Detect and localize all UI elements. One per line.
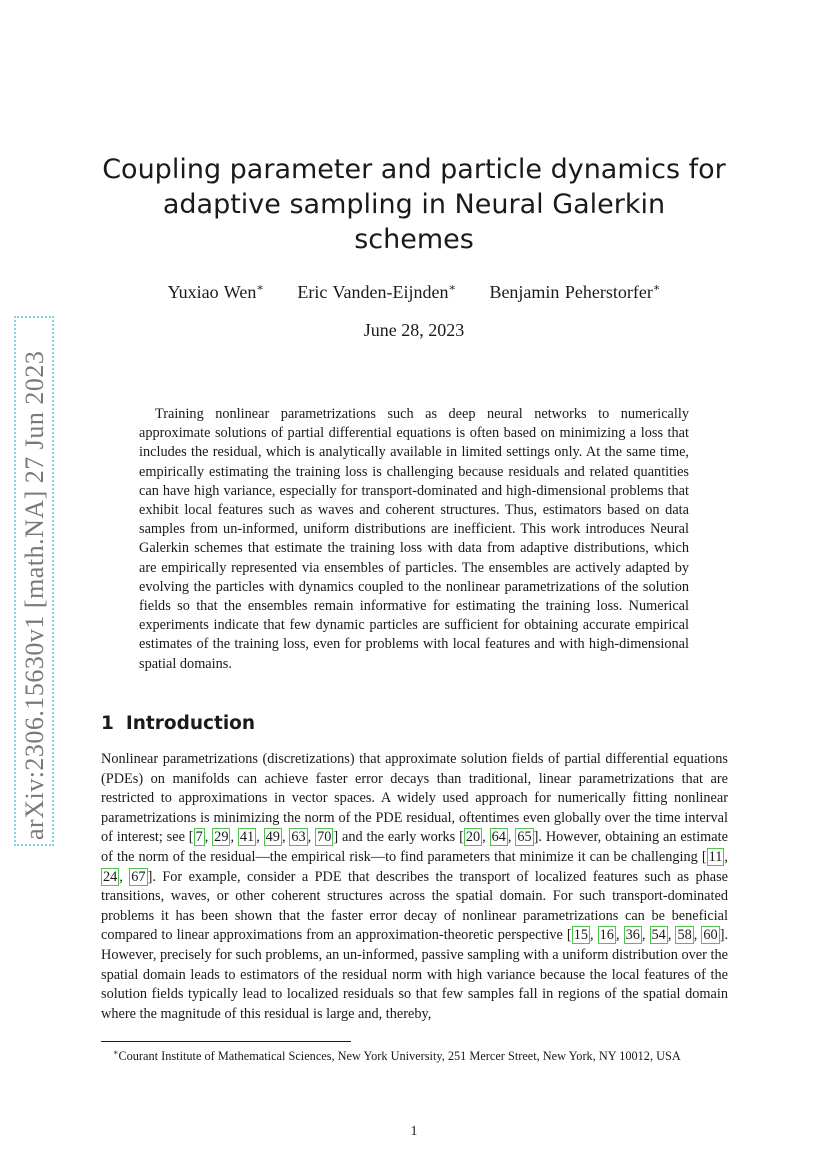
arxiv-identifier[interactable]: arXiv:2306.15630v1 [math.NA] 27 Jun 2023: [20, 350, 49, 840]
abstract: Training nonlinear parametrizations such as deep neural networks to numerically approximate solutions of partial differential equations is often based on minimizing a loss that includes the residual, which is analytically available in limited settings only. At the same time, empirically estimating the training loss is challenging because residuals and related quantities can have high variance, especially for transport-dominated and high-dimensional problems that exhibit local features such as waves and coherent structures. Thus, estimators based on data samples from un-informed, uniform distributions are inefficient. This work introduces Neural Galerkin schemes that estimate the training loss with data from adaptive distributions, which are empirically represented via ensembles of particles. The ensembles are actively adapted by evolving the particles with dynamics coupled to the nonlinear parametrizations of the solution fields so that the ensembles remain informative for estimating the training loss. Numerical experiments indicate that few dynamic particles are sufficient for obtaining accurate empirical estimates of the training loss, even for problems with local features and with high-dimensional spatial domains.: [139, 406, 689, 672]
citation-link[interactable]: 65: [517, 829, 532, 846]
citation-link[interactable]: 29: [214, 829, 229, 846]
citation-link[interactable]: 60: [703, 927, 718, 944]
author: Yuxiao Wen∗: [167, 282, 264, 302]
author-list: [100, 281, 728, 303]
page-number: 1: [410, 1124, 418, 1139]
section-title: Introduction: [125, 713, 256, 734]
citation-link[interactable]: 24: [103, 868, 118, 885]
citation-link[interactable]: 16: [599, 927, 614, 944]
author: Eric Vanden-Eijnden∗: [297, 282, 456, 302]
footnote-text: Courant Institute of Mathematical Sciences, New York University, 251 Mercer Street, New York, NY 10012, USA: [118, 1049, 681, 1064]
citation-link[interactable]: 63: [291, 829, 306, 846]
citation-link[interactable]: 20: [465, 829, 481, 846]
affiliation-mark[interactable]: ∗: [448, 282, 456, 294]
citation-link[interactable]: 41: [239, 829, 255, 846]
citation-link[interactable]: 36: [625, 927, 640, 944]
intro-paragraph: Nonlinear parametrizations (discretizations) that approximate solution fields of partial differential equations (PDEs) on manifolds can achieve faster error decays than traditional, linear parametrizations that are restricted to approximations in vector spaces. A widely used approach for numerically fitting nonlinear parametrizations is minimizing the norm of the PDE residual, oftentimes even globally over the time interval of interest; see [ 7 , 29 , 41 , 49 , 63 , 70 ] and the early works [ 20 , 64 , 65 ]. However, obtaining an estimate of the norm of the residual—the empirical risk—to find parameters that minimize it can be challenging [ 11 , 24 , 67 ]. For example, consider a PDE that describes the transport of localized features such as phase transitions, waves, or other coherent structures across the spatial domain. For such transport-dominated problems it has been shown that the faster error decay of nonlinear parametrizations can be beneficial compared to linear approximations from an approximation-theoretic perspective [ 15 , 16 , 36 , 54 , 58 , 60 ]. However, precisely for such problems, an un-informed, passive sampling with a uniform distribution over the spatial domain leads to estimators of the residual norm with high variance because the local features of the solution fields typically lead to localized residuals so that few samples fall in regions of the spatial domain where the magnitude of this residual is large and, thereby,: [101, 751, 729, 1022]
paper-title: Coupling parameter and particle dynamics for adaptive sampling in Neural Galerkin schemes: [102, 154, 726, 255]
footnote: [101, 1045, 728, 1064]
footnote-mark: ∗: [113, 1048, 119, 1057]
section-number: 1: [101, 713, 114, 734]
affiliation-mark[interactable]: ∗: [256, 282, 264, 294]
citation-link[interactable]: 54: [651, 927, 666, 944]
citation-link[interactable]: 70: [317, 829, 332, 846]
citation-link[interactable]: 58: [677, 927, 692, 944]
affiliation-mark[interactable]: ∗: [652, 282, 661, 294]
citation-link[interactable]: 49: [265, 829, 280, 846]
citation-link[interactable]: 15: [573, 927, 588, 944]
citation-link[interactable]: 11: [708, 848, 723, 865]
citation-link[interactable]: 64: [491, 829, 506, 846]
paper-date: June 28, 2023: [363, 320, 465, 340]
citation-link[interactable]: 67: [131, 868, 146, 885]
author: Benjamin Peherstorfer∗: [489, 282, 661, 302]
section-heading: [101, 713, 255, 734]
citation-link[interactable]: 7: [195, 829, 203, 846]
footnote-divider: [101, 1041, 351, 1042]
